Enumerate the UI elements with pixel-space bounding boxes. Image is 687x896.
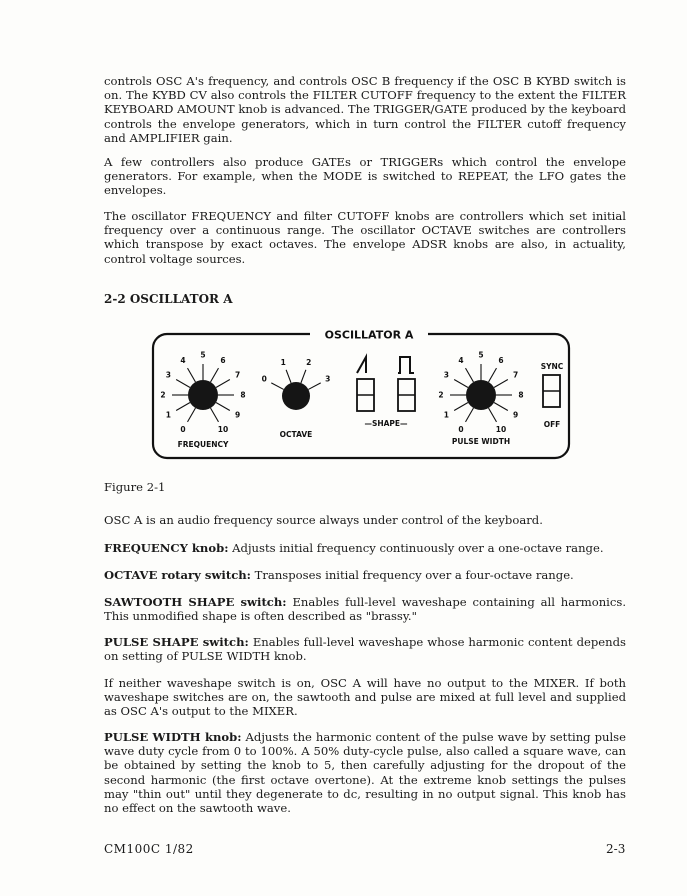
octave-tick xyxy=(286,370,291,383)
frequency-tick xyxy=(176,403,190,411)
pulse-width-knob[interactable] xyxy=(450,364,512,422)
pulse-width-term: PULSE WIDTH knob: xyxy=(104,730,242,744)
pulse-width-tick xyxy=(494,403,508,411)
sync-off-label: OFF xyxy=(543,420,561,429)
pulse-width-tick xyxy=(454,380,468,388)
frequency-scale-number: 2 xyxy=(160,390,166,400)
frequency-tick xyxy=(188,368,196,382)
figure-caption: Figure 2-1 xyxy=(104,480,166,494)
frequency-scale-number: 0 xyxy=(180,425,186,435)
sawtooth-switch-description xyxy=(104,595,626,623)
frequency-knob-dial xyxy=(188,380,218,410)
pulse-width-scale-number: 9 xyxy=(513,410,519,420)
paragraph-gates-triggers: A few controllers also produce GATEs or TRIGGERs which control the envelope generators. For example, when the MODE is switched to REPEAT, the LFO gates the envelopes. xyxy=(104,155,626,198)
section-heading: 2-2 OSCILLATOR A xyxy=(104,292,233,306)
pulse-width-tick xyxy=(454,403,468,411)
pulse-switch-description xyxy=(104,635,626,663)
frequency-scale-number: 1 xyxy=(165,410,171,420)
pulse-width-scale-number: 1 xyxy=(443,410,449,420)
frequency-tick xyxy=(188,408,196,422)
octave-tick xyxy=(301,370,306,383)
pulse-term: PULSE SHAPE switch: xyxy=(104,635,249,649)
frequency-scale-number: 9 xyxy=(235,410,241,420)
frequency-scale-number: 4 xyxy=(180,355,186,365)
oscillator-a-panel-figure xyxy=(150,326,574,464)
document-id: CM100C 1/82 xyxy=(104,842,194,856)
pulse-width-tick xyxy=(489,368,497,382)
neither-waveshape-paragraph: If neither waveshape switch is on, OSC A will have no output to the MIXER. If both waveshape switches are on, the sawtooth and pulse are mixed at full level and supplied as OSC A's output to the MIXER. xyxy=(104,676,626,719)
pulse-width-label: PULSE WIDTH xyxy=(451,437,511,446)
octave-rotary-switch[interactable] xyxy=(271,370,320,410)
pulse-width-scale-number: 7 xyxy=(513,370,519,380)
frequency-knob-description xyxy=(104,541,626,555)
frequency-tick xyxy=(216,403,230,411)
pulse-width-tick xyxy=(494,380,508,388)
octave-label: OCTAVE xyxy=(279,430,313,439)
sawtooth-text: Enables full-level waveshape containing all harmonics. This unmodified shape is often described as "brassy." xyxy=(104,595,627,624)
shape-label: —SHAPE— xyxy=(364,419,408,428)
paragraph-controllers: The oscillator FREQUENCY and filter CUTOFF knobs are controllers which set initial frequency over a continuous range. The oscillator OCTAVE switches are controllers which transpose by exact octaves. The envelope ADSR knobs are also, in actuality, control voltage sources. xyxy=(104,209,626,266)
frequency-scale-number: 6 xyxy=(220,355,226,365)
panel-title: OSCILLATOR A xyxy=(324,328,414,342)
pulse-width-scale-number: 4 xyxy=(458,355,464,365)
frequency-term: FREQUENCY knob: xyxy=(104,541,229,555)
octave-tick xyxy=(271,383,283,390)
page-number: 2-3 xyxy=(606,842,626,856)
pulse-width-text: Adjusts the harmonic content of the pulse wave by setting pulse wave duty cycle from 0 to 100%. A 50% duty-cycle pulse, also called a square wave, can be obtained by setting the knob to 5, then carefully adjusting for the dropout of the second harmonic (the first octave overtone). At the extreme knob settings the pulses may "thin out" until they degenerate to dc, resulting in no output signal. This knob has no effect on the sawtooth wave. xyxy=(104,730,626,816)
octave-scale-number: 2 xyxy=(306,357,312,367)
frequency-scale-number: 5 xyxy=(200,350,206,360)
frequency-tick xyxy=(211,408,219,422)
frequency-knob[interactable] xyxy=(172,364,234,422)
sync-switch[interactable] xyxy=(543,375,560,407)
pulse-width-scale-number: 0 xyxy=(458,425,464,435)
octave-scale-number: 0 xyxy=(261,374,267,384)
frequency-tick xyxy=(216,380,230,388)
pulse-shape-switch[interactable] xyxy=(398,357,415,411)
octave-switch-dial xyxy=(282,382,310,410)
sync-label: SYNC xyxy=(540,362,564,371)
sawtooth-icon xyxy=(357,357,366,373)
octave-tick xyxy=(308,383,320,390)
octave-scale-number: 1 xyxy=(280,357,286,367)
pulse-width-scale-number: 5 xyxy=(478,350,484,360)
paragraph-keyboard-cv: controls OSC A's frequency, and controls OSC B frequency if the OSC B KYBD switch is on. The KYBD CV also controls the FILTER CUTOFF frequency to the extent the FILTER KEYBOARD AMOUNT knob is advanced. The TRIGGER/GATE produced by the keyboard controls the envelope generators, which in turn control the FILTER cutoff frequency and AMPLIFIER gain. xyxy=(104,74,626,145)
octave-scale-number: 3 xyxy=(325,374,331,384)
pulse-wave-icon xyxy=(398,357,414,373)
frequency-label: FREQUENCY xyxy=(177,440,229,449)
octave-scale xyxy=(262,358,331,384)
osc-a-intro: OSC A is an audio frequency source always under control of the keyboard. xyxy=(104,513,543,527)
sawtooth-term: SAWTOOTH SHAPE switch: xyxy=(104,595,287,609)
pulse-width-scale-number: 10 xyxy=(495,425,507,435)
frequency-scale-number: 10 xyxy=(217,425,229,435)
pulse-text: Enables full-level waveshape whose harmonic content depends on setting of PULSE WIDTH knob. xyxy=(104,635,626,664)
frequency-scale-number: 3 xyxy=(165,370,171,380)
pulse-width-scale-number: 8 xyxy=(518,390,524,400)
pulse-width-scale-number: 3 xyxy=(443,370,449,380)
octave-text: Transposes initial frequency over a four-octave range. xyxy=(250,568,574,582)
pulse-width-knob-dial xyxy=(466,380,496,410)
frequency-tick xyxy=(176,380,190,388)
pulse-width-tick xyxy=(489,408,497,422)
frequency-scale-number: 8 xyxy=(240,390,246,400)
pulse-width-scale-number: 2 xyxy=(438,390,444,400)
pulse-width-tick xyxy=(466,408,474,422)
octave-switch-description xyxy=(104,568,626,582)
frequency-text: Adjusts initial frequency continuously over a one-octave range. xyxy=(228,541,604,555)
pulse-width-tick xyxy=(466,368,474,382)
octave-term: OCTAVE rotary switch: xyxy=(104,568,251,582)
pulse-width-description xyxy=(104,730,626,815)
frequency-scale-number: 7 xyxy=(235,370,241,380)
sawtooth-shape-switch[interactable] xyxy=(357,357,374,411)
frequency-tick xyxy=(211,368,219,382)
pulse-width-scale-number: 6 xyxy=(498,355,504,365)
